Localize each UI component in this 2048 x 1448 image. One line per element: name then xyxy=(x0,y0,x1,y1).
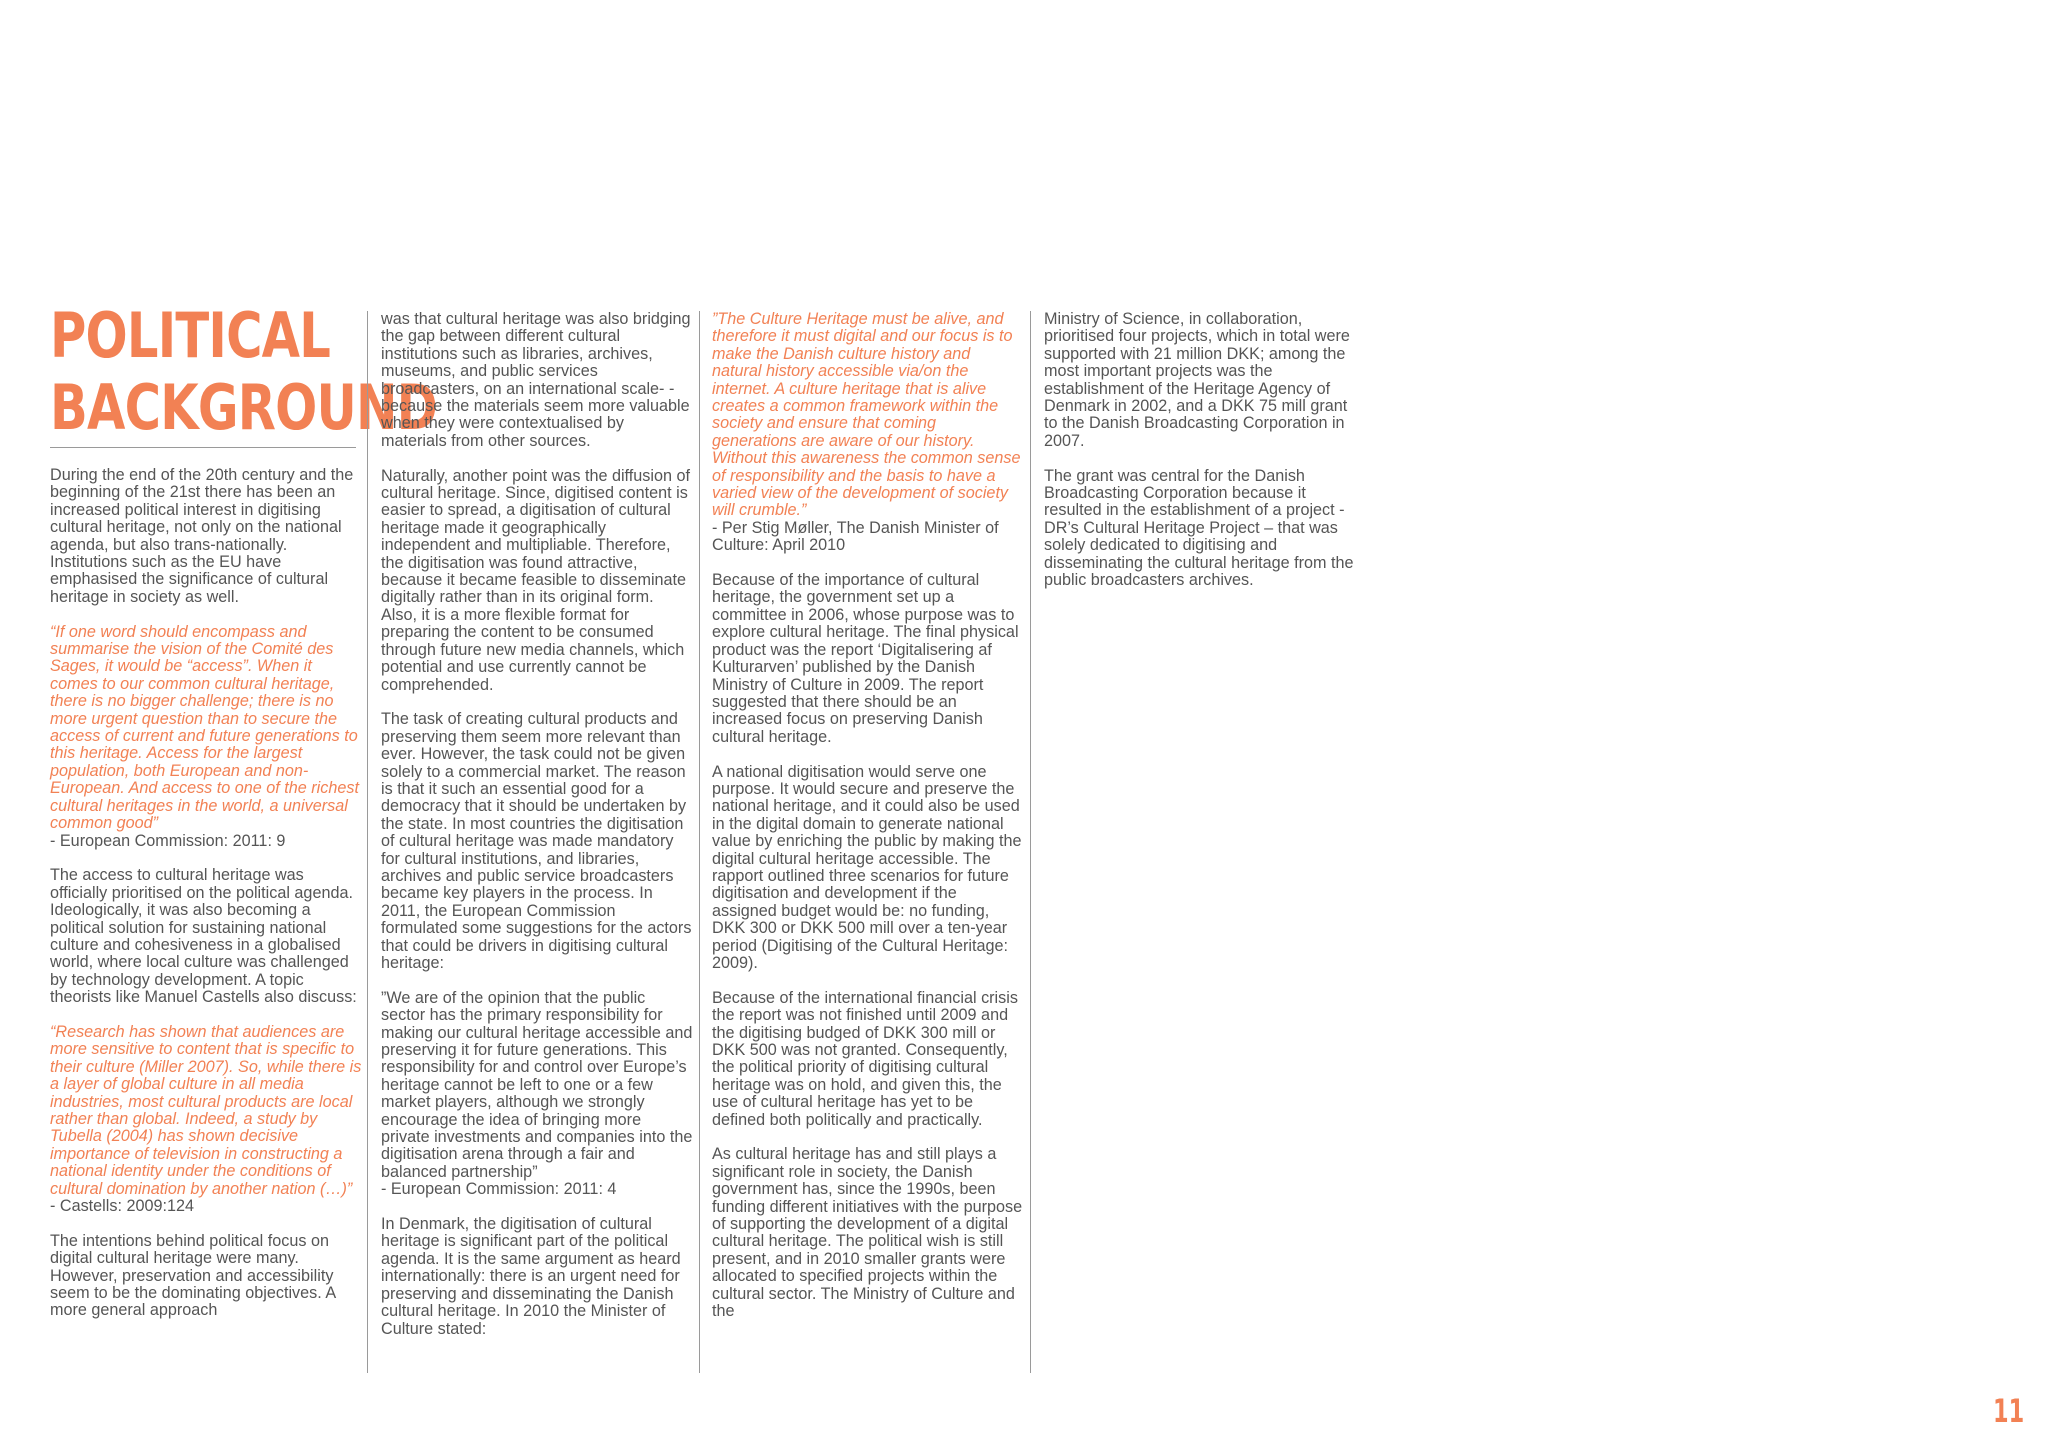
page-title xyxy=(50,299,438,444)
column-divider-3 xyxy=(1030,311,1031,1373)
page-number: 11 xyxy=(1993,1392,2025,1430)
quote-block xyxy=(381,990,693,1199)
paragraph: A national digitisation would serve one purpose. It would secure and preserve the national heritage, and it could also be used in the digital domain to generate national value by enriching the public by making the digital cultural heritage accessible. The rapport outlined three scenarios for future digitisation and development if the assigned budget would be: no funding, DKK 300 or DKK 500 mill over a ten-year period (Digitising of the Cultural Heritage: 2009). xyxy=(712,762,1022,972)
paragraph: was that cultural heritage was also bridging the gap between different cultural institutions such as libraries, archives, museums, and public services broadcasters, on an international scale- -because the materials seem more valuable when they were contextualised by materials from other sources. xyxy=(381,310,691,450)
paragraph: Because of the importance of cultural heritage, the government set up a committee in 2006, whose purpose was to explore cultural heritage. The final physical product was the report ‘Digitalisering af Kulturarven’ published by the Danish Ministry of Culture in 2009. The report suggested that there should be an increased focus on preserving Danish cultural heritage. xyxy=(712,571,1019,746)
column-divider-1 xyxy=(367,311,368,1373)
paragraph: Ministry of Science, in collaboration, prioritised four projects, which in total were supported with 21 million DKK; among the most important projects was the establishment of the Heritage Agency of Denmark in 2002, and a DKK 75 mill grant to the Danish Broadcasting Corporation in 2007. xyxy=(1044,310,1350,450)
quote-text: ”We are of the opinion that the public sector has the primary responsibility for making our cultural heritage accessible and preserving it for future generations. This responsibility for and control over Europe’s heritage cannot be left to one or a few market players, although we strongly encourage the idea of bringing more private investments and companies into the digitisation arena through a fair and balanced partnership” xyxy=(381,988,693,1181)
paragraph: During the end of the 20th century and the beginning of the 21st there has been an increased political interest in digitising cultural heritage, not only on the national agenda, but also trans-nationally. Institutions such as the EU have emphasised the significance of cultural heritage in society as well. xyxy=(50,466,354,606)
page-title-line-1: POLITICAL xyxy=(50,299,331,372)
text-column-2 xyxy=(381,311,693,1338)
quote-text: “Research has shown that audiences are more sensitive to content that is specific to their culture (Miller 2007). So, while there is a layer of global culture in all media industries, most cultural products are local rather than global. Indeed, a study by Tubella (2004) has shown decisive importance of television in constructing a national identity under the conditions of cultural domination by another nation (…)” xyxy=(50,1022,362,1198)
text-column-1 xyxy=(50,467,362,1320)
paragraph: In Denmark, the digitisation of cultural heritage is significant part of the political agenda. It is the same argument as heard internationally: there is an urgent need for preserving and disseminating the Danish cultural heritage. In 2010 the Minister of Culture stated: xyxy=(381,1215,681,1338)
quote-text: ”The Culture Heritage must be alive, and therefore it must digital and our focus is to make the Danish culture history and natural history accessible via/on the internet. A culture heritage that is alive creates a common framework within the society and ensure that coming generations are aware of our history. Without this awareness the common sense of responsibility and the basis to have a varied view of the development of society will crumble.” xyxy=(712,310,1021,520)
quote-source: - Castells: 2009:124 xyxy=(50,1197,194,1216)
quote-text: “If one word should encompass and summarise the vision of the Comité des Sages, it would be “access”. When it comes to our common cultural heritage, there is no bigger challenge; there is no more urgent question than to secure the access of current and future generations to this heritage. Access for the largest population, both European and non-European. And access to one of the richest cultural heritages in the world, a universal common good” xyxy=(50,622,359,833)
quote-source: - European Commission: 2011: 9 xyxy=(50,831,286,850)
quote-block xyxy=(712,311,1024,555)
quote-source: - European Commission: 2011: 4 xyxy=(381,1180,617,1199)
paragraph: The intentions behind political focus on digital cultural heritage were many. However, preservation and accessibility seem to be the dominating objectives. A more general approach xyxy=(50,1231,336,1320)
text-column-3 xyxy=(712,311,1024,1321)
text-column-4 xyxy=(1044,311,1362,589)
paragraph: The task of creating cultural products and preserving them seem more relevant than ever. However, the task could not be given solely to a commercial market. The reason is that it such an essential good for a democracy that it should be undertaken by the state. In most countries the digitisation of cultural heritage was made mandatory for cultural institutions, and libraries, archives and public service broadcasters became key players in the process. In 2011, the European Commission formulated some suggestions for the actors that could be drivers in digitising cultural heritage: xyxy=(381,710,692,972)
paragraph: The grant was central for the Danish Broadcasting Corporation because it resulted in the establishment of a project - DR’s Cultural Heritage Project – that was solely dedicated to digitising and disseminating the cultural heritage from the public broadcasters archives. xyxy=(1044,466,1354,590)
paragraph: Because of the international financial crisis the report was not finished until 2009 and the digitising budged of DKK 300 mill or DKK 500 was not granted. Consequently, the political priority of digitising cultural heritage was on hold, and given this, the use of cultural heritage has yet to be defined both politically and practically. xyxy=(712,988,1018,1129)
quote-source: - Per Stig Møller, The Danish Minister of Culture: April 2010 xyxy=(712,518,999,555)
column-divider-2 xyxy=(699,311,700,1373)
title-divider xyxy=(50,447,356,448)
page-title-line-2: BACKGROUND xyxy=(50,371,438,444)
paragraph: As cultural heritage has and still plays a significant role in society, the Danish government has, since the 1990s, been funding different initiatives with the purpose of supporting the development of a digital cultural heritage. The political wish is still present, and in 2010 smaller grants were allocated to specified projects within the cultural sector. The Ministry of Culture and the xyxy=(712,1145,1023,1321)
paragraph: Naturally, another point was the diffusion of cultural heritage. Since, digitised content is easier to spread, a digitisation of cultural heritage made it geographically independent and multipliable. Therefore, the digitisation was found attractive, because it became feasible to disseminate digitally rather than in its original form. Also, it is a more flexible format for preparing the content to be consumed through future new media channels, which potential and use currently cannot be comprehended. xyxy=(381,466,690,694)
quote-block xyxy=(50,1024,362,1215)
paragraph: The access to cultural heritage was officially prioritised on the political agenda. Ideologically, it was also becoming a political solution for sustaining national culture and cohesiveness in a globalised world, where local culture was challenged by technology development. A topic theorists like Manuel Castells also discuss: xyxy=(50,866,357,1007)
quote-block xyxy=(50,624,362,850)
